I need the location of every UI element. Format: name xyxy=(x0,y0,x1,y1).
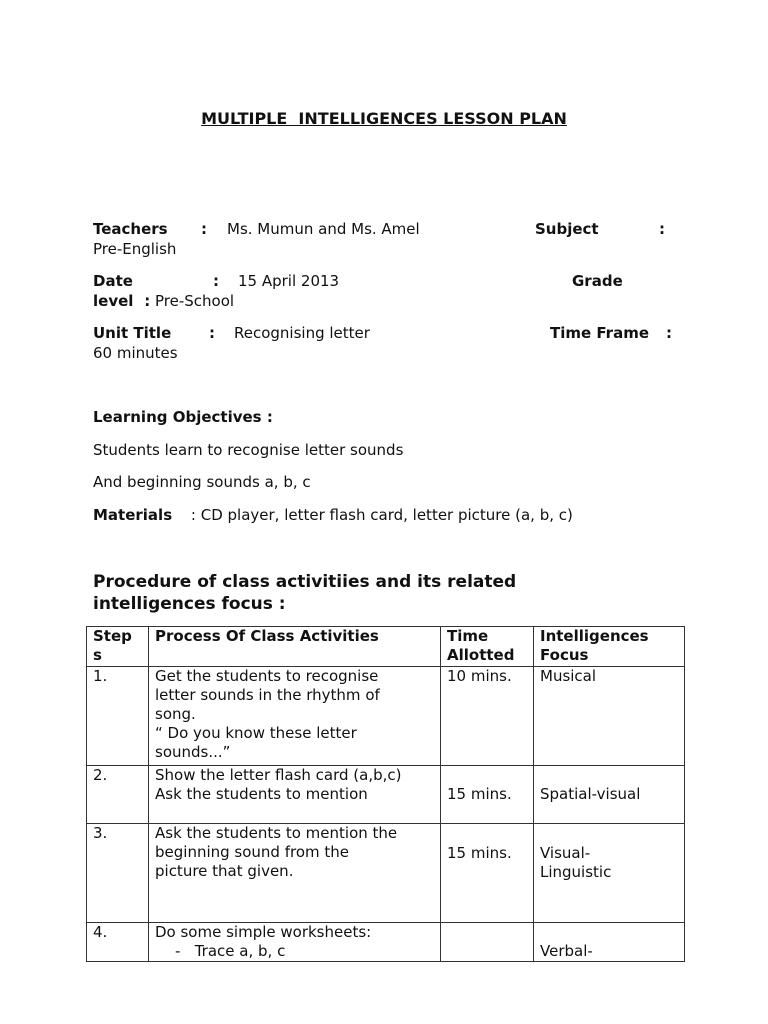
focus-line: Musical xyxy=(540,667,597,685)
intelligence-focus xyxy=(534,923,685,962)
document-title: MULTIPLE INTELLIGENCES LESSON PLAN xyxy=(201,109,567,128)
unit-title-colon: : xyxy=(209,324,215,342)
time-frame-colon: : xyxy=(666,324,672,342)
materials-label: Materials xyxy=(93,506,173,524)
subject-colon: : xyxy=(659,220,665,238)
unit-title-label: Unit Title xyxy=(93,324,172,342)
process-line: beginning sound from the xyxy=(155,843,350,861)
time-allotted: 15 mins. xyxy=(441,766,534,824)
date-value: 15 April 2013 xyxy=(238,272,340,290)
unit-title-value: Recognising letter xyxy=(234,324,370,342)
header-steps-line-2: s xyxy=(93,646,102,664)
header-steps-line-1: Step xyxy=(93,627,132,645)
process-line: song. xyxy=(155,705,196,723)
intelligence-focus xyxy=(534,824,685,923)
step-number: 3. xyxy=(87,824,149,923)
process-line: Ask the students to mention the xyxy=(155,824,398,842)
process-cell xyxy=(149,923,441,962)
teachers-colon: : xyxy=(201,220,207,238)
focus-line: Visual- xyxy=(540,844,591,862)
learning-objectives-label: Learning Objectives : xyxy=(93,408,273,426)
grade-level-label: level xyxy=(93,292,134,310)
date-grade-row xyxy=(93,271,675,311)
header-focus-line-1: Intelligences xyxy=(540,627,649,645)
process-line: Do some simple worksheets: xyxy=(155,923,372,941)
header-process: Process Of Class Activities xyxy=(149,627,441,667)
step-number: 4. xyxy=(87,923,149,962)
date-colon: : xyxy=(213,272,219,290)
process-cell xyxy=(149,667,441,766)
header-time-line-2: Allotted xyxy=(447,646,515,664)
process-line: Ask the students to mention xyxy=(155,785,368,803)
process-line: “ Do you know these letter xyxy=(155,724,357,742)
table-row xyxy=(87,824,685,923)
process-line: Show the letter flash card (a,b,c) xyxy=(155,766,402,784)
intelligence-focus xyxy=(534,766,685,824)
teachers-subject-row xyxy=(93,219,675,259)
process-cell xyxy=(149,766,441,824)
procedure-heading xyxy=(93,571,516,615)
step-number: 2. xyxy=(87,766,149,824)
process-line: picture that given. xyxy=(155,862,294,880)
procedure-table xyxy=(86,626,685,962)
table-row xyxy=(87,766,685,824)
grade-label: Grade xyxy=(572,272,623,290)
subject-label: Subject xyxy=(535,220,599,238)
procedure-heading-line-2: intelligences focus : xyxy=(93,594,286,614)
header-time xyxy=(441,627,534,667)
time-allotted: 15 mins. xyxy=(441,824,534,923)
grade-value: Pre-School xyxy=(154,292,235,310)
process-sub-item: - Trace a, b, c xyxy=(175,942,286,960)
materials-value: : CD player, letter flash card, letter picture (a, b, c) xyxy=(190,506,573,524)
process-cell xyxy=(149,824,441,923)
teachers-label: Teachers xyxy=(93,220,168,238)
table-row xyxy=(87,923,685,962)
header-time-line-1: Time xyxy=(447,627,489,645)
header-focus xyxy=(534,627,685,667)
focus-line: Spatial-visual xyxy=(540,785,641,803)
objective-line-2: And beginning sounds a, b, c xyxy=(93,473,311,491)
process-line: sounds...” xyxy=(155,743,231,761)
grade-colon: : xyxy=(144,292,151,310)
teachers-value: Ms. Mumun and Ms. Amel xyxy=(227,220,420,238)
materials-row xyxy=(93,506,573,524)
time-allotted: 10 mins. xyxy=(441,667,534,766)
step-number: 1. xyxy=(87,667,149,766)
header-steps xyxy=(87,627,149,667)
intelligence-focus xyxy=(534,667,685,766)
process-line: letter sounds in the rhythm of xyxy=(155,686,380,704)
header-focus-line-2: Focus xyxy=(540,646,589,664)
procedure-heading-line-1: Procedure of class activitiies and its related xyxy=(93,572,517,592)
focus-line: Verbal- xyxy=(540,942,593,960)
table-header-row xyxy=(87,627,685,667)
table-row xyxy=(87,667,685,766)
subject-value: Pre-English xyxy=(93,240,177,258)
objective-line-1: Students learn to recognise letter sounds xyxy=(93,441,404,459)
focus-line: Linguistic xyxy=(540,863,612,881)
process-line: Get the students to recognise xyxy=(155,667,379,685)
date-label: Date xyxy=(93,272,133,290)
time-allotted xyxy=(441,923,534,962)
time-frame-label: Time Frame xyxy=(550,324,650,342)
time-frame-value: 60 minutes xyxy=(93,344,178,362)
unit-timeframe-row xyxy=(93,323,675,363)
